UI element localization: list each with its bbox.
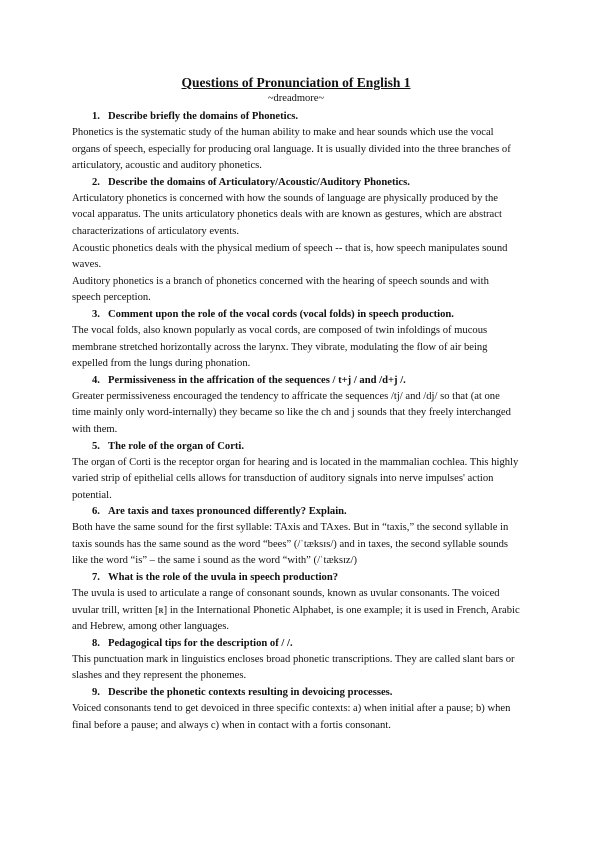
document-author: ~dreadmore~ [267,93,325,104]
answer-paragraph: Articulatory phonetics is concerned with how the sounds of language are physically produced by the vocal apparatus. The units articulatory phonetics deals with are known as gestures, which are abstract characterizations of articulatory events. [72,192,502,237]
question-number: 2. [92,176,100,188]
question-heading [72,439,520,455]
answer-paragraph: Greater permissiveness encouraged the tendency to affricate the sequences /tj/ and /dj/ so that (at one time mainly only word-internally) they became so like the ch and j sounds that they freely interchanged with them. [72,390,511,435]
question-number: 9. [92,687,100,699]
document-title: Questions of Pronunciation of English 1 [181,75,411,90]
answer-paragraph: Voiced consonants tend to get devoiced in three specific contexts: a) when initial after a pause; b) when final before a pause; and always c) when in contact with a fortis consonant. [72,703,511,731]
question-heading [72,109,520,125]
question-heading [72,685,520,701]
question-text: Describe the domains of Articulatory/Acoustic/Auditory Phonetics. [108,176,410,188]
question-text: Permissiveness in the affrication of the sequences / t+j / and /d+j /. [108,374,406,386]
question-heading [72,175,520,191]
question-heading [72,504,520,520]
question-number: 7. [92,572,100,584]
answer-paragraph: Acoustic phonetics deals with the physical medium of speech -- that is, how speech manipulates sound waves. [72,242,508,271]
question-number: 3. [92,308,100,320]
question-number: 5. [92,440,100,452]
answer-paragraph: Phonetics is the systematic study of the human ability to make and hear sounds which use the vocal organs of speech, especially for producing oral language. It is usually divided into the three branches of articulatory, acoustic and auditory phonetics. [72,127,511,172]
answer-paragraph: The organ of Corti is the receptor organ for hearing and is located in the mammalian cochlea. This highly varied strip of epithelial cells allows for transduction of auditory signals into nerve impulses' action potential. [72,456,519,501]
answer-paragraph: The uvula is used to articulate a range of consonant sounds, known as uvular consonants. The voiced uvular trill, written [ʀ] in the International Phonetic Alphabet, is one example; it is used in French, Arabic and Hebrew, among other languages. [72,588,520,633]
question-text: Are taxis and taxes pronounced differently? Explain. [108,506,347,518]
question-text: The role of the organ of Corti. [108,440,245,452]
answer-paragraph: Both have the same sound for the first syllable: TAxis and TAxes. But in “taxis,” the second syllable in taxis sounds has the same sound as the word “bees” (/ˈtæksɪs/) and in taxes, the second syllable sounds like the word “is” – the same i sound as the word “with” (/ˈtæksɪz/) [72,522,509,567]
question-heading [72,570,520,586]
question-number: 4. [92,374,100,386]
question-number: 1. [92,111,100,122]
question-heading [72,373,520,389]
question-heading [72,636,520,652]
question-text: Pedagogical tips for the description of / /. [108,637,293,649]
answer-paragraph: This punctuation mark in linguistics encloses broad phonetic transcriptions. They are called slant bars or slashes and they represent the phonemes. [72,653,515,682]
question-text: Comment upon the role of the vocal cords (vocal folds) in speech production. [108,308,454,320]
question-text: Describe briefly the domains of Phonetics. [108,111,299,122]
document-page [72,74,520,734]
question-text: Describe the phonetic contexts resulting in devoicing processes. [108,687,393,699]
answer-paragraph: The vocal folds, also known popularly as vocal cords, are composed of twin infoldings of mucous membrane stretched horizontally across the larynx. They vibrate, modulating the flow of air being expelled from the lungs during phonation. [72,324,488,370]
question-number: 6. [92,506,100,518]
answer-paragraph: Auditory phonetics is a branch of phonetics concerned with the hearing of speech sounds and with speech perception. [72,275,489,304]
question-text: What is the role of the uvula in speech production? [108,572,339,584]
question-number: 8. [92,637,100,649]
question-heading [72,307,520,323]
